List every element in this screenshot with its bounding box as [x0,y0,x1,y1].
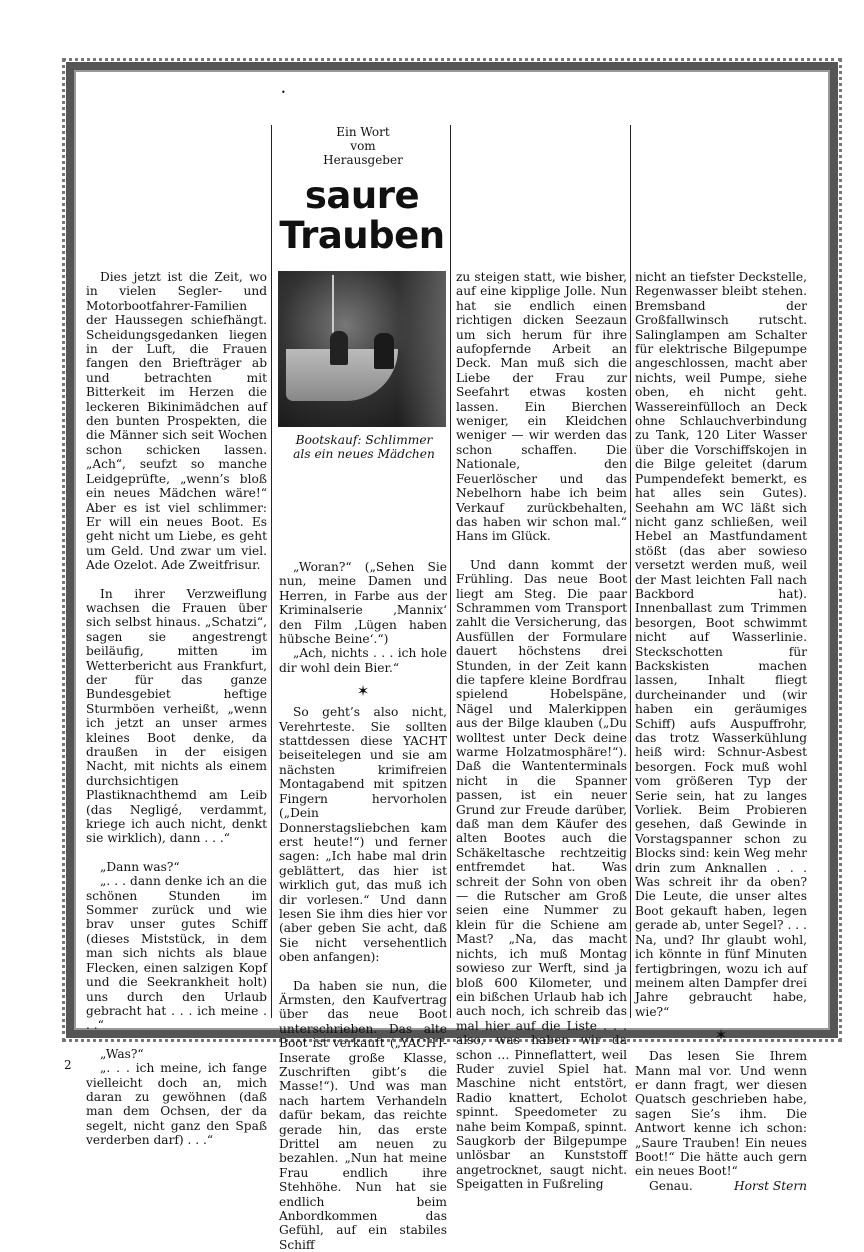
boat-photo [278,271,446,427]
column-rule [630,125,631,1018]
paragraph: So geht’s also nicht, Verehrteste. Sie sollten stattdessen diese YACHT beiseitelegen und sie am nächsten krimifreien Montagabend mit spitzen Fingern hervorholen („Dein Donnerstagsliebchen kam erst heute!“) und ferner sagen: „Ich habe mal drin geblättert, das hier ist wirklich gut, das muß ich dir vorlesen.“ Und dann lesen Sie ihm dies hier vor (aber geben Sie acht, daß Sie nicht versehentlich oben anfangen): [279,705,447,965]
paragraph: „Ach, nichts . . . ich hole dir wohl dein Bier.“ [279,646,447,675]
column-rule [450,125,451,1018]
page-number: 2 [64,1058,72,1072]
paragraph: Das lesen Sie Ihrem Mann mal vor. Und wenn er dann fragt, wer diesen Quatsch geschrieben habe, sagen Sie’s ihm. Die Antwort kenne ich schon: „Saure Trauben! Ein neues Boot!“ Die hätte auch gern ein neues Boot!“ [635,1049,807,1179]
paragraph: In ihrer Verzweiflung wachsen die Frauen über sich selbst hinaus. „Schatzi“, sagen sie angestrengt beiläufig, mitten im Wetterbericht aus Frankfurt, der für das ganze Bundesgebiet heftige Sturmböen verheißt, „wenn ich jetzt an unser armes kleines Boot denke, da draußen in der eisigen Nacht, mit nichts als einem durchsichtigen Plastiknachthemd am Leib (das Negligé, verdammt, kriege ich auch nicht, denkt sie wirklich), dann . . .“ [86,586,267,846]
paragraph: Dies jetzt ist die Zeit, wo in vielen Segler- und Motorbootfahrer-Familien der Haussegen schiefhängt. Scheidungsgedanken liegen in der Luft, die Frauen fangen den Briefträger ab und betrachten mit Bitterkeit im Herzen die leckeren Bikinimädchen auf den bunten Prospekten, die die Männer sich seit Wochen schon schicken lassen. „Ach“, seufzt so manche Leidgeprüfte, „wenn’s bloß ein neues Mädchen wäre!“ Aber es ist viel schlimmer: Er will ein neues Boot. Es geht nicht um Liebe, es geht um Geld. Und zwar um viel. Ade Ozelot. Ade Zweitfrisur. [86,270,267,573]
paragraph: zu steigen statt, wie bisher, auf eine kipplige Jolle. Nun hat sie endlich einen richtigen dicken Seezaun um sich herum für ihre aufopfernde Arbeit an Deck. Man muß sich die Liebe der Frau zur Seefahrt etwas kosten lassen. Ein Bierchen weniger, ein Kleidchen weniger — wir werden das schon schaffen. Die Nationale, den Feuerlöscher und das Nebelhorn habe ich beim Verkauf zurückbehalten, das haben wir schon mal.“ Hans im Glück. [456,270,627,544]
column-rule [271,125,272,1018]
paragraph: nicht an tiefster Deckstelle, Regenwasser bleibt stehen. Bremsband der Großfallwinsch rutscht. Salinglampen am Schalter für elektrische Bilgepumpe angeschlossen, macht aber nichts, weil Pumpe, siehe oben, eh nicht geht. Wassereinfülloch an Deck ohne Schlauchverbindung zu Tank, 120 Liter Wasser über die Vorschiffskojen in die Bilge geleitet (darum Pumpendefekt bemerkt, es hat alles sein Gutes). Seehahn am WC läßt sich nicht ganz schließen, weil Hebel an Mastfundament stößt (das aber sowieso versetzt werden muß, weil der Mast leichten Fall nach Backbord hat). Innenballast zum Trimmen besorgen, Boot schwimmt nicht auf Wasserlinie. Steckschotten für Backskisten machen lassen, Inhalt fliegt durcheinander und (wir haben ein geräumiges Schiff) aufs Auspuffrohr, das trotz Wasserkühlung heiß wird: Schnur-Asbest besorgen. Fock muß wohl vom größeren Typ der Serie sein, hat zu langes Vorliek. Beim Probieren gesehen, daß Gewinde in Vorstagspanner schon zu Blocks sind: kein Weg mehr drin zum Anknallen . . . Was schreit ihr da oben? Die Leute, die unser altes Boot gekauft haben, legen gerade ab, unter Segel? . . . Na, und? Ihr glaubt wohl, ich könnte in fünf Minuten fertigbringen, wozu ich auf meinem alten Dampfer drei Jahre gebraucht habe, wie?“ [635,270,807,1019]
paragraph: „Dann was?“ [100,859,180,874]
signoff-line [635,1179,807,1193]
photo-person [374,333,394,369]
section-separator: ✶ [356,682,370,701]
photo-caption [282,433,446,462]
article-column-2 [279,560,447,1252]
headline [276,176,448,256]
photo-person [330,331,348,365]
paragraph: Da haben sie nun, die Ärmsten, den Kaufvertrag über das neue Boot unterschrieben. Das alte Boot ist verkauft („YACHT-Inserate große Klasse, Zuschriften gibt’s die Masse!“). Und was man nach hartem Verhandeln dafür bekam, das reichte gerade hin, das erste Drittel am neuen zu bezahlen. „Nun hat meine Frau endlich ihre Stehhöhe. Nun hat sie endlich beim Anbordkommen das Gefühl, auf ein stabiles Schiff [279,978,447,1252]
article-column-4 [635,270,807,1193]
paragraph: „Was?“ [100,1046,144,1061]
headline-line: Trauben [279,214,445,257]
kicker-line: vom [350,139,376,153]
article-column-3 [456,270,627,1192]
caption-line: Bootskauf: Schlimmer [295,433,433,447]
kicker-line: Herausgeber [323,153,403,167]
photo-light [398,271,446,427]
paragraph: „. . . ich meine, ich fange vielleicht doch an, mich daran zu gewöhnen (daß man dem Ochsen, der da segelt, nicht ganz den Spaß verderben darf) . . .“ [86,1061,267,1148]
caption-line: als ein neues Mädchen [293,447,435,462]
paragraph: „. . . dann denke ich an die schönen Stunden im Sommer zurück und wie brav unser gutes Schiff (dieses Miststück, in dem man sich nichts als blaue Flecken, einen salzigen Kopf und die Seekrankheit holt) uns durch den Urlaub gebracht hat . . . ich meine . . .“ [86,874,267,1033]
speck-mark: • [281,88,286,97]
section-separator: ✶ [714,1026,728,1045]
paragraph: „Woran?“ („Sehen Sie nun, meine Damen und Herren, in Farbe aus der Kriminalserie ‚Mannix‘ den Film ‚Lügen haben hübsche Beine‘.“) [279,560,447,647]
kicker [279,125,447,167]
author-name: Horst Stern [734,1178,807,1193]
headline-line: saure [304,174,420,217]
paragraph: Und dann kommt der Frühling. Das neue Boot liegt am Steg. Die paar Schrammen vom Transport zahlt die Versicherung, das Ausfüllen der Formulare dauert höchstens drei Stunden, in der Zeit kann die tapfere kleine Bordfrau spielend Hobelspäne, Nägel und Malerkippen aus der Bilge klauben („Du wolltest unter Deck deine warme Holzatmosphäre!“). Daß die Wantenterminals nicht in die Spanner passen, ist ein neuer Grund zur Freude darüber, daß man dem Käufer des alten Bootes auch die Schäkeltasche rechtzeitig entfremdet hat. Was schreit der Sohn von oben — die Rutscher am Groß seien eine Nummer zu klein für die Schiene am Mast? „Na, das macht nichts, ich muß Montag sowieso zur Werft, sind ja bloß 600 Kilometer, und ein bißchen Urlaub hab ich auch noch, ich schreib das mal hier auf die Liste . . . also, was haben wir da schon … Pinneflattert, weil Ruder zuviel Spiel hat. Maschine nicht entstört, Radio knattert, Echolot spinnt. Speedometer zu nahe beim Kompaß, spinnt. Saugkorb der Bilgepumpe unlösbar an Kunststoff angetrocknet, saugt nicht. Speigatten in Fußreling [456,557,627,1192]
article-column-1 [86,270,267,1148]
kicker-line: Ein Wort [336,125,390,139]
signoff: Genau. [649,1178,693,1193]
